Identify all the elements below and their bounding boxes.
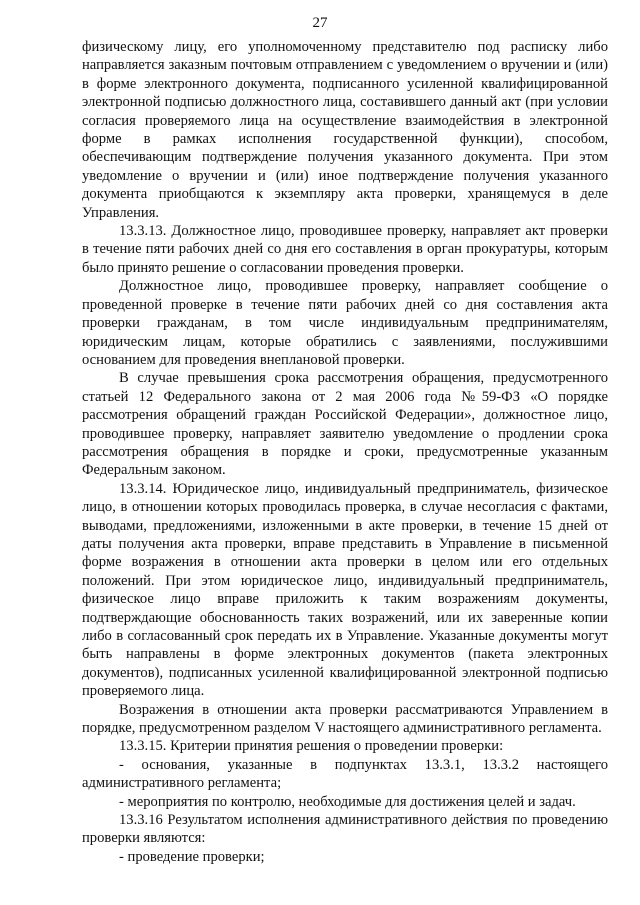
paragraph: 13.3.16 Результатом исполнения административного действия по проведению проверки являются: (82, 812, 608, 847)
list-item: - проведение проверки; (119, 848, 265, 865)
paragraph: 13.3.15. Критерии принятия решения о проведении проверки: (119, 738, 504, 755)
list-item: - мероприятия по контролю, необходимые для достижения целей и задач. (119, 793, 576, 810)
paragraph: 13.3.13. Должностное лицо, проводившее проверку, направляет акт проверки в течение пяти рабочих дней со дня его составления в орган прокуратуры, которым было принято решение о согласовании проведения проверки. (82, 223, 608, 276)
list-item: - основания, указанные в подпунктах 13.3.1, 13.3.2 настоящего административного регламента; (82, 756, 608, 792)
paragraph: Возражения в отношении акта проверки рассматриваются Управлением в порядке, предусмотренном разделом V настоящего административного регламента. (82, 701, 608, 737)
document-body (82, 38, 608, 866)
paragraph: В случае превышения срока рассмотрения обращения, предусмотренного статьей 12 Федерального закона от 2 мая 2006 года №59-ФЗ «О порядке рассмотрения обращений граждан Российской Федерации», должностное лицо, проводившее проверку, направляет заявителю уведомление о продлении срока рассмотрения обращения в порядке и сроки, предусмотренные указанным Федеральным законом. (82, 370, 608, 479)
paragraph: 13.3.14. Юридическое лицо, индивидуальный предприниматель, физическое лицо, в отношении которых проводилась проверка, в случае несогласия с фактами, выводами, предложениями, изложенными в акте проверки, в течение 15 дней от даты получения акта проверки, вправе представить в Управление в письменной форме возражения в отношении акта проверки в целом или его отдельных положений. При этом юридическое лицо, индивидуальный предприниматель, физическое лицо вправе приложить к таким возражениям документы, подтверждающие обоснованность таких возражений, или их заверенные копии либо в согласованный срок передать их в Управление. Указанные документы могут быть направлены в форме электронных документов (пакета электронных документов), подписанных усиленной квалифицированной электронной подписью проверяемого лица. (82, 480, 608, 700)
paragraph: Должностное лицо, проводившее проверку, направляет сообщение о проведенной проверке в течение пяти рабочих дней со дня составления акта проверки гражданам, в том числе индивидуальным предпринимателям, юридическим лицам, которые обратились с заявлениями, послужившими основанием для проведения внеплановой проверки. (82, 278, 608, 368)
page-number: 27 (312, 15, 328, 31)
paragraph: физическому лицу, его уполномоченному представителю под расписку либо направляется заказным почтовым отправлением с уведомлением о вручении и (или) в форме электронного документа, подписанного усиленной квалифицированной электронной подписью должностного лица, составившего данный акт (при условии согласия проверяемого лица на осуществление взаимодействия в электронной форме в рамках исполнения государственной функции), способом, обеспечивающим подтверждение получения указанного документа. При этом уведомление о вручении и (или) иное подтверждение получения указанного документа приобщаются к экземпляру акта проверки, хранящемуся в деле Управления. (82, 39, 608, 221)
